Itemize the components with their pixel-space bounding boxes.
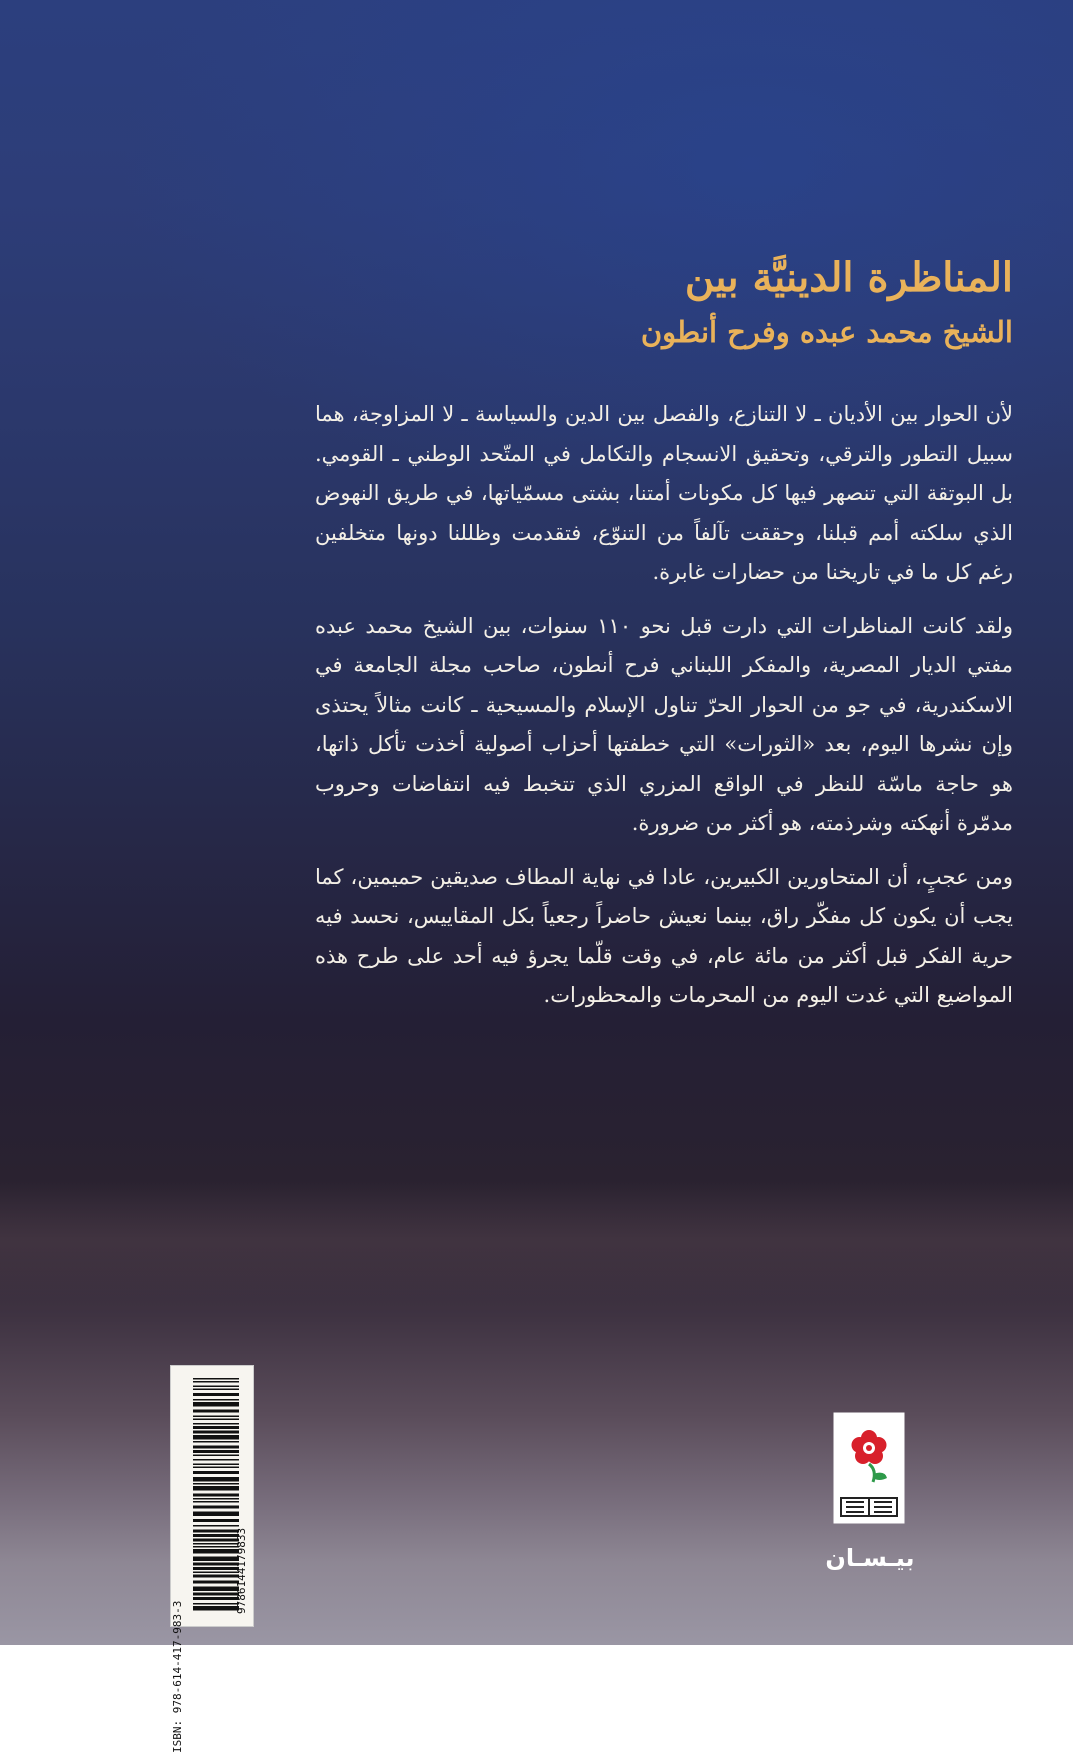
barcode-bar: [193, 1378, 239, 1380]
barcode-bar: [193, 1606, 239, 1611]
barcode-bar: [193, 1467, 239, 1469]
barcode-bar: [193, 1525, 239, 1527]
barcode-bar: [193, 1441, 239, 1443]
publisher-name: بيـسـان: [825, 1544, 915, 1572]
barcode-bar: [193, 1402, 239, 1407]
barcode-bar: [193, 1393, 239, 1396]
barcode-bar: [193, 1563, 239, 1566]
barcode-bar: [193, 1477, 239, 1482]
barcode-bar: [193, 1539, 239, 1542]
barcode-bar: [193, 1450, 239, 1453]
barcode-bar: [193, 1381, 239, 1383]
barcode-bar: [193, 1389, 239, 1391]
barcode-bar: [193, 1416, 239, 1418]
blurb-paragraph: ومن عجبٍ، أن المتحاورين الكبيرين، عادا في نهاية المطاف صديقين حميمين، كما يجب أن يكون كل مفكّر راق، بينما نعيش حاضراً رجعياً بكل المقاييس، نحسد فيه حرية الفكر قبل أكثر من مائة عام، في وقت قلّما يجرؤ فيه أحد على طرح هذه المواضيع التي غدت اليوم من المحرمات والمحظورات.: [315, 864, 1013, 1007]
barcode-bar: [193, 1543, 239, 1545]
barcode-bar: [193, 1501, 239, 1503]
barcode-bar: [193, 1593, 239, 1596]
barcode-bar: [193, 1419, 239, 1421]
barcode-bar: [193, 1534, 239, 1537]
barcode-bar: [193, 1426, 239, 1429]
barcode-bar: [193, 1431, 239, 1434]
blurb-text: [315, 395, 1013, 1030]
barcode-bar: [193, 1512, 239, 1517]
barcode-bar: [193, 1557, 239, 1562]
title-block: [213, 250, 1013, 352]
barcode-bar: [193, 1486, 239, 1491]
barcode-bar: [193, 1423, 239, 1425]
barcode-digits: 9786144179833: [235, 1527, 248, 1614]
barcode-bar: [193, 1581, 239, 1584]
blurb-paragraph: لأن الحوار بين الأديان ـ لا التنازع، والفصل بين الدين والسياسة ـ لا المزاوجة، هما سبيل التطور والترقي، وتحقيق الانسجام والتكامل في المتّحد الوطني ـ القومي. بل البوتقة التي تنصهر فيها كل مكونات أمتنا، بشتى مسمّياتها، في طريق النهوض الذي سلكته أمم قبلنا، وحققت تآلفاً من التنوّع، فتقدمت وظللنا دونها متخلفين رغم كل ما في تاريخنا من حضارات غابرة.: [315, 402, 1013, 584]
barcode-bar: [193, 1603, 239, 1605]
barcode-bar: [193, 1471, 239, 1474]
barcode-bar: [193, 1386, 239, 1388]
publisher-logo-icon: [833, 1412, 905, 1552]
isbn-barcode: [170, 1365, 254, 1753]
barcode-bar: [193, 1546, 239, 1548]
barcode-bar: [193, 1530, 239, 1533]
barcode-bar: [193, 1455, 239, 1457]
barcode-bar: [193, 1567, 239, 1570]
barcode-bar: [193, 1435, 239, 1440]
barcode-bar: [193, 1506, 239, 1509]
barcode-icon: [171, 1366, 253, 1626]
barcode-bar: [193, 1459, 239, 1461]
barcode-bar: [193, 1575, 239, 1578]
isbn-label: ISBN: 978-614-417-983-3: [171, 1600, 184, 1753]
barcode-bar: [193, 1587, 239, 1592]
barcode-bar: [193, 1483, 239, 1485]
blurb-paragraph: ولقد كانت المناظرات التي دارت قبل نحو ١١٠ سنوات، بين الشيخ محمد عبده مفتي الديار المصرية، والمفكر اللبناني فرح أنطون، صاحب مجلة الجامعة في الاسكندرية، في جو من الحوار الحرّ تناول الإسلام والمسيحية ـ كانت مثالاً يحتذى وإن نشرها اليوم، بعد «الثورات» التي خطفتها أحزاب أصولية أخذت تأكل ذاتها، هو حاجة ماسّة للنظر في الواقع المزري الذي تتخبط فيه انتفاضات وحروب مدمّرة أنهكته وشرذمته، هو أكثر من ضرورة.: [315, 613, 1013, 835]
barcode-bar: [193, 1549, 239, 1554]
barcode-bar: [193, 1519, 239, 1522]
barcode-bar: [193, 1498, 239, 1500]
barcode-bar: [193, 1597, 239, 1600]
book-title: المناظرة الدينيَّة بين: [684, 254, 1013, 301]
barcode-bar: [193, 1572, 239, 1574]
book-subtitle: الشيخ محمد عبده وفرح أنطون: [640, 315, 1013, 349]
barcode-bar: [193, 1410, 239, 1413]
barcode-bar: [193, 1446, 239, 1449]
barcode-bar: [193, 1464, 239, 1466]
barcode-bar: [193, 1494, 239, 1497]
barcode-bar: [193, 1399, 239, 1401]
